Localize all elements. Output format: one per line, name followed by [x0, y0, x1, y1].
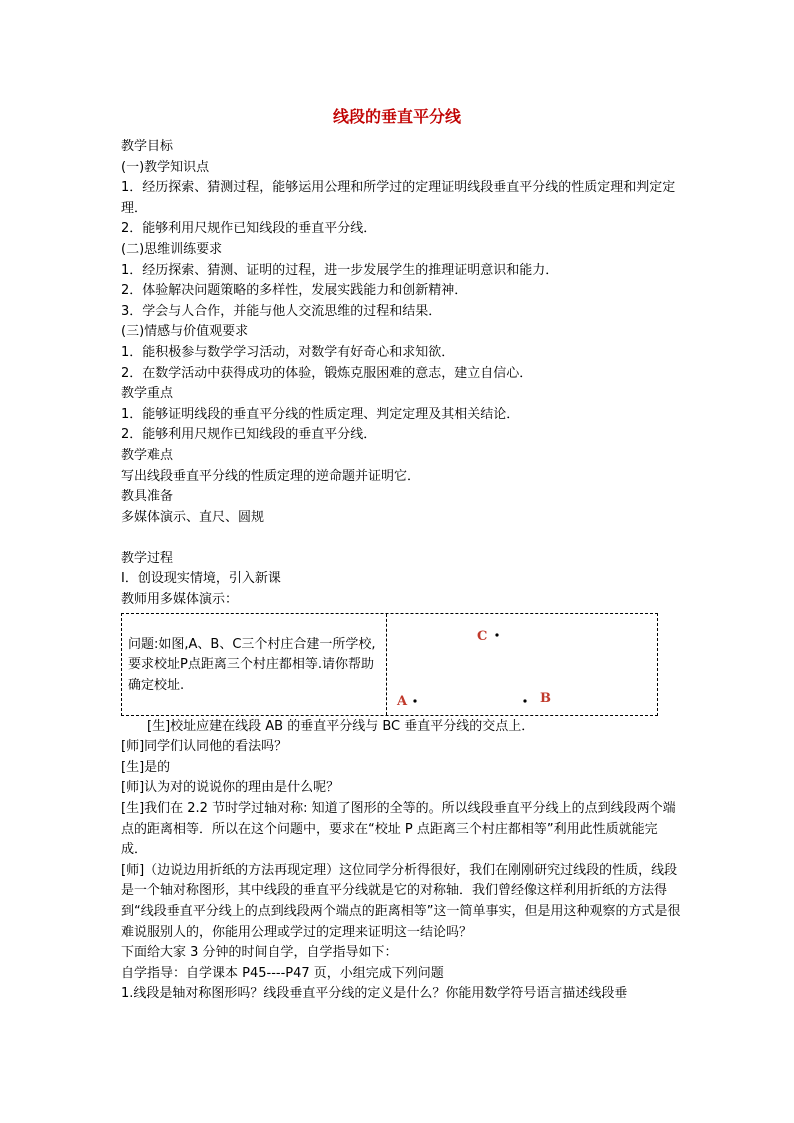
paragraph: 3．学会与人合作，并能与他人交流思维的过程和结果．: [121, 303, 442, 319]
blank-line: [121, 528, 681, 549]
problem-figure-box: [121, 613, 658, 716]
paragraph: 2．体验解决问题策略的多样性，发展实践能力和创新精神．: [121, 283, 468, 299]
section-heading: 教学难点: [121, 447, 174, 463]
paragraph: [师]认为对的说说你的理由是什么呢？: [121, 780, 340, 796]
paragraph: 1．经历探索、猜测、证明的过程，进一步发展学生的推理证明意识和能力．: [121, 262, 559, 278]
page-title: 线段的垂直平分线: [332, 107, 461, 126]
paragraph: 1.线段是轴对称图形吗？线段垂直平分线的定义是什么？你能用数学符号语言描述线段垂: [121, 986, 628, 1002]
subsection-heading: (三)情感与价值观要求: [121, 324, 249, 340]
point-a-dot: [413, 699, 416, 702]
subsection-heading: (一)教学知识点: [121, 159, 210, 175]
point-c-dot: [495, 633, 498, 636]
paragraph: [师]同学们认同他的看法吗？: [121, 739, 288, 755]
paragraph: Ⅰ．创设现实情境，引入新课: [121, 571, 281, 587]
section-heading: 教具准备: [121, 489, 174, 505]
section-heading: 教学重点: [121, 386, 174, 402]
village-diagram: [387, 614, 657, 715]
paragraph: 2．在数学活动中获得成功的体验，锻炼克服困难的意志，建立自信心．: [121, 365, 533, 381]
section-heading: 教学过程: [121, 550, 174, 566]
point-label-b: B: [540, 690, 551, 706]
paragraph: 多媒体演示、直尺、圆规: [121, 509, 265, 525]
point-label-c: C: [477, 628, 488, 644]
paragraph: 2．能够利用尺规作已知线段的垂直平分线．: [121, 221, 377, 237]
paragraph: 1．经历探索、猜测过程，能够运用公理和所学过的定理证明线段垂直平分线的性质定理和判定定理．: [121, 180, 676, 216]
paragraph: 下面给大家 3 分钟的时间自学，自学指导如下：: [121, 945, 398, 961]
paragraph: 1．能积极参与数学学习活动，对数学有好奇心和求知欲．: [121, 344, 455, 360]
paragraph: [生]校址应建在线段 AB 的垂直平分线与 BC 垂直平分线的交点上．: [147, 718, 535, 734]
subsection-heading: (二)思维训练要求: [121, 241, 223, 257]
paragraph: 2．能够利用尺规作已知线段的垂直平分线．: [121, 427, 377, 443]
paragraph: [生]我们在 2.2 节时学过轴对称: 知道了图形的全等的。所以线段垂直平分线上的点到线段两个端点的距离相等．所以在这个问题中，要求在“校址 P 点距离三个村庄都相等”利用此性质就能完成．: [121, 801, 676, 858]
section-heading: 教学目标: [121, 139, 174, 154]
point-label-a: A: [397, 693, 408, 709]
paragraph: 1．能够证明线段的垂直平分线的性质定理、判定定理及其相关结论．: [121, 406, 520, 422]
problem-text: 问题:如图,A、B、C三个村庄合建一所学校,要求校址P点距离三个村庄都相等.请你帮助确定校址.: [128, 636, 376, 693]
point-b-dot: [523, 699, 526, 702]
paragraph: [师]（边说边用折纸的方法再现定理）这位同学分析得很好，我们在刚刚研究过线段的性质，线段是一个轴对称图形，其中线段的垂直平分线就是它的对称轴．我们曾经像这样利用折纸的方法得到“线段垂直平分线上的点到线段两个端点的距离相等”这一简单事实，但是用这种观察的方式是很难说服别人的，你能用公理或学过的定理来证明这一结论吗？: [121, 862, 681, 940]
paragraph: 教师用多媒体演示：: [121, 592, 239, 608]
paragraph: [生]是的: [121, 759, 171, 775]
paragraph: 写出线段垂直平分线的性质定理的逆命题并证明它．: [121, 468, 421, 484]
document-body: [121, 137, 681, 1005]
paragraph: 自学指导：自学课本 P45----P47 页，小组完成下列问题: [121, 965, 444, 981]
